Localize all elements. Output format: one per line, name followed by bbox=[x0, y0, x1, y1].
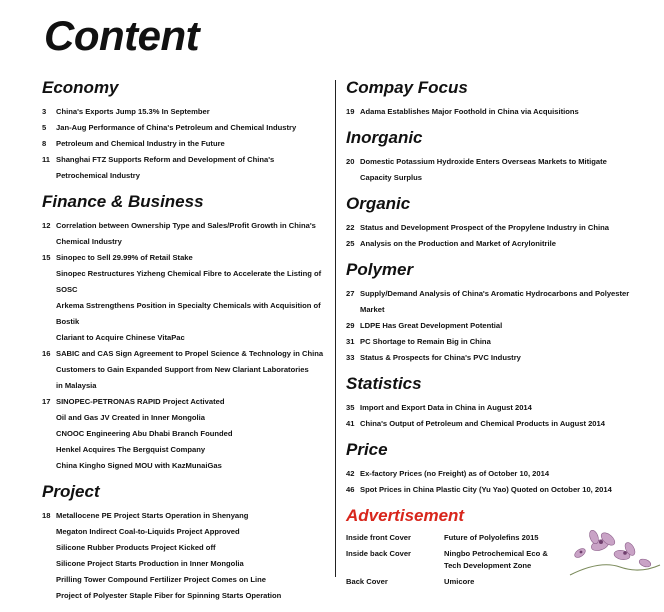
toc-entry[interactable] bbox=[42, 168, 332, 184]
entry-page-number bbox=[42, 234, 56, 250]
toc-entry[interactable] bbox=[42, 362, 332, 378]
entry-text: Import and Export Data in China in August 2014 bbox=[360, 403, 532, 412]
entry-page-number: 5 bbox=[42, 123, 47, 132]
entry-page-number: 12 bbox=[42, 221, 51, 230]
advertiser-line: Ningbo Petrochemical Eco & bbox=[444, 549, 548, 558]
entry-page-number: 3 bbox=[42, 107, 47, 116]
toc-entry[interactable] bbox=[42, 508, 332, 524]
entry-text: Status and Development Prospect of the Propylene Industry in China bbox=[360, 223, 609, 232]
toc-entry[interactable] bbox=[42, 426, 332, 442]
section-title: Inorganic bbox=[346, 128, 423, 147]
entry-text: China's Exports Jump 15.3% In September bbox=[56, 107, 210, 116]
entry-text: China's Output of Petroleum and Chemical Products in August 2014 bbox=[360, 419, 605, 428]
entry-text: Sinopec to Sell 29.99% of Retail Stake bbox=[56, 253, 193, 262]
entry-text: Jan-Aug Performance of China's Petroleum and Chemical Industry bbox=[56, 123, 297, 132]
entry-text: SABIC and CAS Sign Agreement to Propel Science & Technology in China bbox=[56, 349, 324, 358]
entry-page-number bbox=[42, 330, 56, 346]
entry-text: Megaton Indirect Coal-to-Liquids Project Approved bbox=[56, 527, 240, 536]
toc-entry[interactable] bbox=[42, 588, 332, 604]
toc-entry[interactable] bbox=[42, 266, 332, 298]
section-title: Compay Focus bbox=[346, 78, 468, 97]
advertiser bbox=[444, 576, 646, 588]
entry-page-number bbox=[42, 168, 56, 184]
section-title: Finance & Business bbox=[42, 192, 204, 211]
toc-section bbox=[42, 482, 332, 604]
toc-entry[interactable] bbox=[42, 394, 332, 410]
entry-text: Project of Polyester Staple Fiber for Spinning Starts Operation bbox=[56, 591, 282, 600]
entry-page-number: 41 bbox=[346, 419, 355, 428]
toc-entry[interactable] bbox=[346, 318, 646, 334]
entry-text: Clariant to Acquire Chinese VitaPac bbox=[56, 333, 185, 342]
toc-entry[interactable] bbox=[346, 170, 646, 186]
entry-page-number bbox=[346, 170, 360, 186]
entry-page-number: 16 bbox=[42, 349, 51, 358]
entry-text: LDPE Has Great Development Potential bbox=[360, 321, 503, 330]
section-title: Economy bbox=[42, 78, 119, 97]
toc-entry[interactable] bbox=[346, 286, 646, 318]
toc-section bbox=[42, 192, 332, 474]
entry-text: Henkel Acquires The Bergquist Company bbox=[56, 445, 206, 454]
entry-text: Correlation between Ownership Type and Sales/Profit Growth in China's bbox=[56, 221, 316, 230]
entry-page-number: 15 bbox=[42, 253, 51, 262]
entry-page-number bbox=[42, 362, 56, 378]
entry-page-number: 19 bbox=[346, 107, 355, 116]
entry-page-number: 18 bbox=[42, 511, 51, 520]
toc-entry[interactable] bbox=[42, 346, 332, 362]
entry-page-number: 42 bbox=[346, 469, 355, 478]
entry-text: Metallocene PE Project Starts Operation in Shenyang bbox=[56, 511, 249, 520]
entry-page-number: 25 bbox=[346, 239, 355, 248]
entry-text: Silicone Rubber Products Project Kicked off bbox=[56, 543, 216, 552]
entry-page-number bbox=[42, 298, 56, 330]
section-title: Price bbox=[346, 440, 388, 459]
toc-entry[interactable] bbox=[346, 482, 646, 498]
entry-text: Supply/Demand Analysis of China's Aromatic Hydrocarbons and Polyester Market bbox=[360, 289, 630, 314]
entry-text: Silicone Project Starts Production in Inner Mongolia bbox=[56, 559, 244, 568]
entry-page-number: 27 bbox=[346, 289, 355, 298]
advertisement-row bbox=[346, 576, 646, 588]
toc-entry[interactable] bbox=[42, 298, 332, 330]
advertisement-placement: Inside back Cover bbox=[346, 549, 411, 558]
toc-entry[interactable] bbox=[346, 220, 646, 236]
entry-page-number: 33 bbox=[346, 353, 355, 362]
section-title: Polymer bbox=[346, 260, 414, 279]
entry-text: Chemical Industry bbox=[56, 237, 122, 246]
entry-page-number: 46 bbox=[346, 485, 355, 494]
toc-entry[interactable] bbox=[42, 104, 332, 120]
toc-section bbox=[346, 194, 646, 252]
entry-text: in Malaysia bbox=[56, 381, 97, 390]
toc-section bbox=[346, 440, 646, 498]
entry-page-number bbox=[42, 378, 56, 394]
advertiser-line: Tech Development Zone bbox=[444, 561, 532, 570]
toc-entry[interactable] bbox=[42, 330, 332, 346]
toc-entry[interactable] bbox=[346, 104, 646, 120]
entry-text: Oil and Gas JV Created in Inner Mongolia bbox=[56, 413, 205, 422]
toc-entry[interactable] bbox=[346, 154, 646, 170]
section-title: Organic bbox=[346, 194, 411, 213]
entry-text: SINOPEC-PETRONAS RAPID Project Activated bbox=[56, 397, 225, 406]
entry-text: Sinopec Restructures Yizheng Chemical Fibre to Accelerate the Listing of SOSC bbox=[56, 269, 322, 294]
entry-page-number bbox=[42, 442, 56, 458]
entry-text: Spot Prices in China Plastic City (Yu Yao) Quoted on October 10, 2014 bbox=[360, 485, 612, 494]
toc-section bbox=[346, 260, 646, 366]
toc-entry[interactable] bbox=[346, 416, 646, 432]
toc-entry[interactable] bbox=[42, 250, 332, 266]
entry-page-number bbox=[42, 556, 56, 572]
entry-text: Adama Establishes Major Foothold in China via Acquisitions bbox=[360, 107, 579, 116]
entry-text: Petroleum and Chemical Industry in the Future bbox=[56, 139, 225, 148]
entry-page-number bbox=[42, 540, 56, 556]
entry-page-number bbox=[42, 410, 56, 426]
left-column bbox=[42, 78, 332, 612]
toc-entry[interactable] bbox=[42, 152, 332, 168]
entry-page-number: 20 bbox=[346, 157, 355, 166]
entry-text: Capacity Surplus bbox=[360, 173, 423, 182]
advertisement-placement: Back Cover bbox=[346, 577, 388, 586]
toc-entry[interactable] bbox=[42, 572, 332, 588]
toc-entry[interactable] bbox=[42, 218, 332, 234]
entry-text: Status & Prospects for China's PVC Industry bbox=[360, 353, 521, 362]
entry-page-number bbox=[42, 572, 56, 588]
toc-entry[interactable] bbox=[42, 378, 332, 394]
entry-page-number bbox=[42, 266, 56, 298]
toc-entry[interactable] bbox=[346, 400, 646, 416]
entry-text: Prilling Tower Compound Fertilizer Project Comes on Line bbox=[56, 575, 266, 584]
entry-text: PC Shortage to Remain Big in China bbox=[360, 337, 491, 346]
toc-entry[interactable] bbox=[42, 410, 332, 426]
toc-entry[interactable] bbox=[42, 540, 332, 556]
toc-entry[interactable] bbox=[42, 458, 332, 474]
toc-entry[interactable] bbox=[42, 120, 332, 136]
entry-text: Arkema Sstrengthens Position in Specialty Chemicals with Acquisition of Bostik bbox=[56, 301, 321, 326]
toc-section bbox=[346, 374, 646, 432]
advertiser-line: Umicore bbox=[444, 577, 475, 586]
entry-text: Analysis on the Production and Market of Acrylonitrile bbox=[360, 239, 556, 248]
entry-text: Domestic Potassium Hydroxide Enters Overseas Markets to Mitigate bbox=[360, 157, 607, 166]
entry-page-number: 11 bbox=[42, 155, 51, 164]
entry-page-number: 29 bbox=[346, 321, 355, 330]
entry-text: Customers to Gain Expanded Support from New Clariant Laboratories bbox=[56, 365, 309, 374]
advertisement-title: Advertisement bbox=[346, 506, 465, 525]
entry-text: Ex-factory Prices (no Freight) as of October 10, 2014 bbox=[360, 469, 550, 478]
entry-page-number: 22 bbox=[346, 223, 355, 232]
toc-entry[interactable] bbox=[346, 350, 646, 366]
advertisement-placement: Inside front Cover bbox=[346, 533, 411, 542]
entry-page-number bbox=[42, 426, 56, 442]
entry-page-number bbox=[42, 524, 56, 540]
page-title: Content bbox=[44, 12, 200, 59]
toc-entry[interactable] bbox=[346, 236, 646, 252]
toc-entry[interactable] bbox=[42, 524, 332, 540]
section-title: Statistics bbox=[346, 374, 422, 393]
toc-section bbox=[42, 78, 332, 184]
entry-text: Shanghai FTZ Supports Reform and Development of China's bbox=[56, 155, 275, 164]
toc-section bbox=[346, 78, 646, 120]
section-title: Project bbox=[42, 482, 100, 501]
entry-text: Petrochemical Industry bbox=[56, 171, 140, 180]
toc-entry[interactable] bbox=[42, 442, 332, 458]
entry-page-number bbox=[42, 458, 56, 474]
toc-entry[interactable] bbox=[42, 556, 332, 572]
orchid-decoration-icon bbox=[560, 505, 664, 577]
toc-entry[interactable] bbox=[42, 234, 332, 250]
toc-entry[interactable] bbox=[346, 334, 646, 350]
toc-entry[interactable] bbox=[42, 136, 332, 152]
toc-section bbox=[346, 128, 646, 186]
entry-page-number: 35 bbox=[346, 403, 355, 412]
entry-page-number: 8 bbox=[42, 139, 47, 148]
advertiser-line: Future of Polyolefins 2015 bbox=[444, 533, 539, 542]
entry-page-number: 31 bbox=[346, 337, 355, 346]
entry-page-number: 17 bbox=[42, 397, 51, 406]
entry-page-number bbox=[42, 588, 56, 604]
entry-text: China Kingho Signed MOU with KazMunaiGas bbox=[56, 461, 222, 470]
column-divider bbox=[335, 80, 336, 577]
entry-text: CNOOC Engineering Abu Dhabi Branch Founded bbox=[56, 429, 233, 438]
toc-entry[interactable] bbox=[346, 466, 646, 482]
